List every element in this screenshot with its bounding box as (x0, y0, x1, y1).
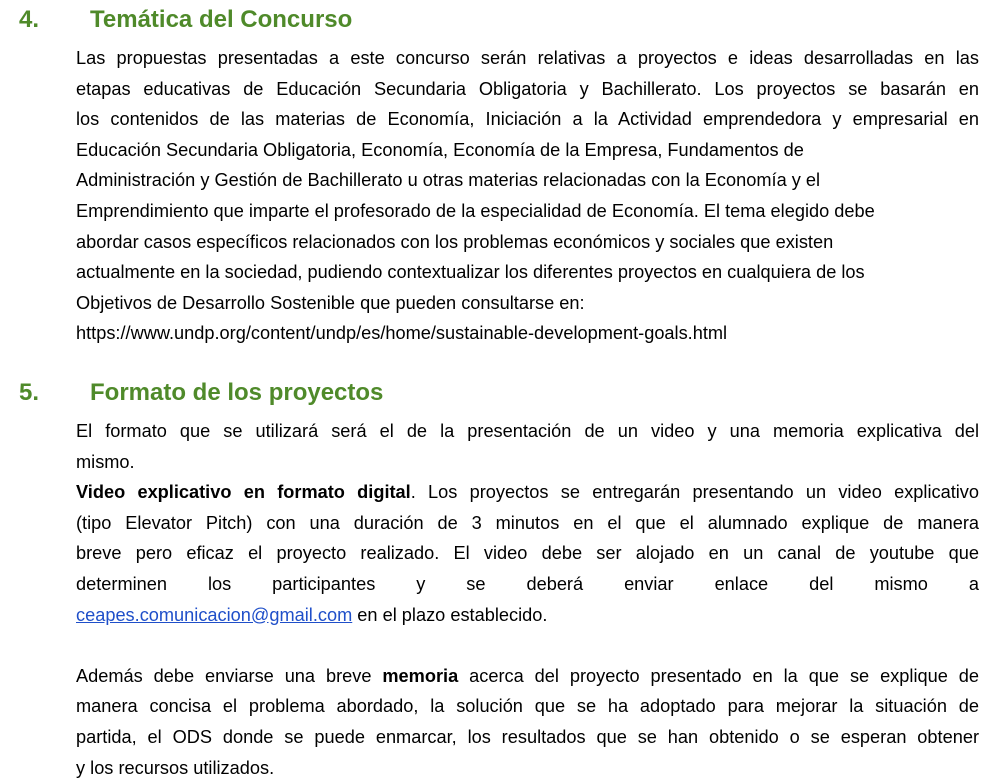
section-4-line: Administración y Gestión de Bachillerato u otras materias relacionadas con la Economía y el (76, 170, 821, 191)
section-5-title: Formato de los proyectos (90, 379, 384, 406)
video-line-text: . Los proyectos se entregarán presentando un video explicativo (410, 482, 979, 503)
video-paragraph-line: (tipo Elevator Pitch) con una duración de 3 minutos en el que el alumnado explique de manera (76, 512, 979, 533)
section-4 (0, 4, 997, 349)
memoria-bold-label: memoria (382, 665, 459, 686)
section-4-line: Emprendimiento que imparte el profesorado de la especialidad de Economía. El tema elegido debe (76, 200, 875, 221)
section-4-line: los contenidos de las materias de Economía, Iniciación a la Actividad emprendedora y empresarial en (76, 109, 979, 130)
section-5-number: 5. (19, 379, 40, 406)
spacer (76, 630, 979, 661)
section-4-title: Temática del Concurso (90, 6, 353, 33)
memoria-paragraph-line: manera concisa el problema abordado, la solución que se ha adoptado para mejorar la situación de (76, 696, 979, 717)
memoria-line-text: acerca del proyecto presentado en la que se explique de (458, 665, 980, 686)
section-4-line: Objetivos de Desarrollo Sostenible que pueden consultarse en: (76, 292, 585, 313)
section-4-line: etapas educativas de Educación Secundaria Obligatoria y Bachillerato. Los proyectos se basarán en (76, 78, 979, 99)
memoria-paragraph-line: y los recursos utilizados. (76, 757, 275, 778)
memoria-paragraph-line: partida, el ODS donde se puede enmarcar, los resultados que se han obtenido o se esperan obtener (76, 726, 979, 747)
section-4-url: https://www.undp.org/content/undp/es/home/sustainable-development-goals.html (76, 323, 728, 344)
memoria-paragraph-line (76, 661, 979, 692)
video-bold-label: Video explicativo en formato digital (76, 482, 411, 503)
section-4-line: actualmente en la sociedad, pudiendo contextualizar los diferentes proyectos en cualquiera de los (76, 262, 865, 283)
email-link[interactable]: ceapes.comunicacion@gmail.com (76, 604, 353, 625)
section-5 (0, 377, 997, 783)
video-paragraph-line (76, 600, 979, 631)
video-paragraph-line: determinen los participantes y se deberá enviar enlace del mismo a (76, 573, 979, 594)
section-5-heading (0, 377, 997, 413)
video-line-text: en el plazo establecido. (352, 604, 548, 625)
video-paragraph-line (76, 477, 979, 508)
memoria-prefix: Además debe enviarse una breve (76, 665, 383, 686)
section-5-body (76, 416, 979, 783)
section-4-body (76, 43, 979, 349)
section-4-line: Educación Secundaria Obligatoria, Economía, Economía de la Empresa, Fundamentos de (76, 139, 804, 160)
intro-line: mismo. (76, 451, 135, 472)
intro-line: El formato que se utilizará será el de la presentación de un video y una memoria explicativa del (76, 421, 979, 441)
section-4-heading (0, 4, 997, 40)
section-4-number: 4. (19, 6, 40, 33)
section-4-line: Las propuestas presentadas a este concurso serán relativas a proyectos e ideas desarrolladas en las (76, 48, 979, 68)
section-4-line: abordar casos específicos relacionados con los problemas económicos y sociales que existen (76, 231, 834, 252)
video-paragraph-line: breve pero eficaz el proyecto realizado. El video debe ser alojado en un canal de youtube que (76, 543, 979, 564)
